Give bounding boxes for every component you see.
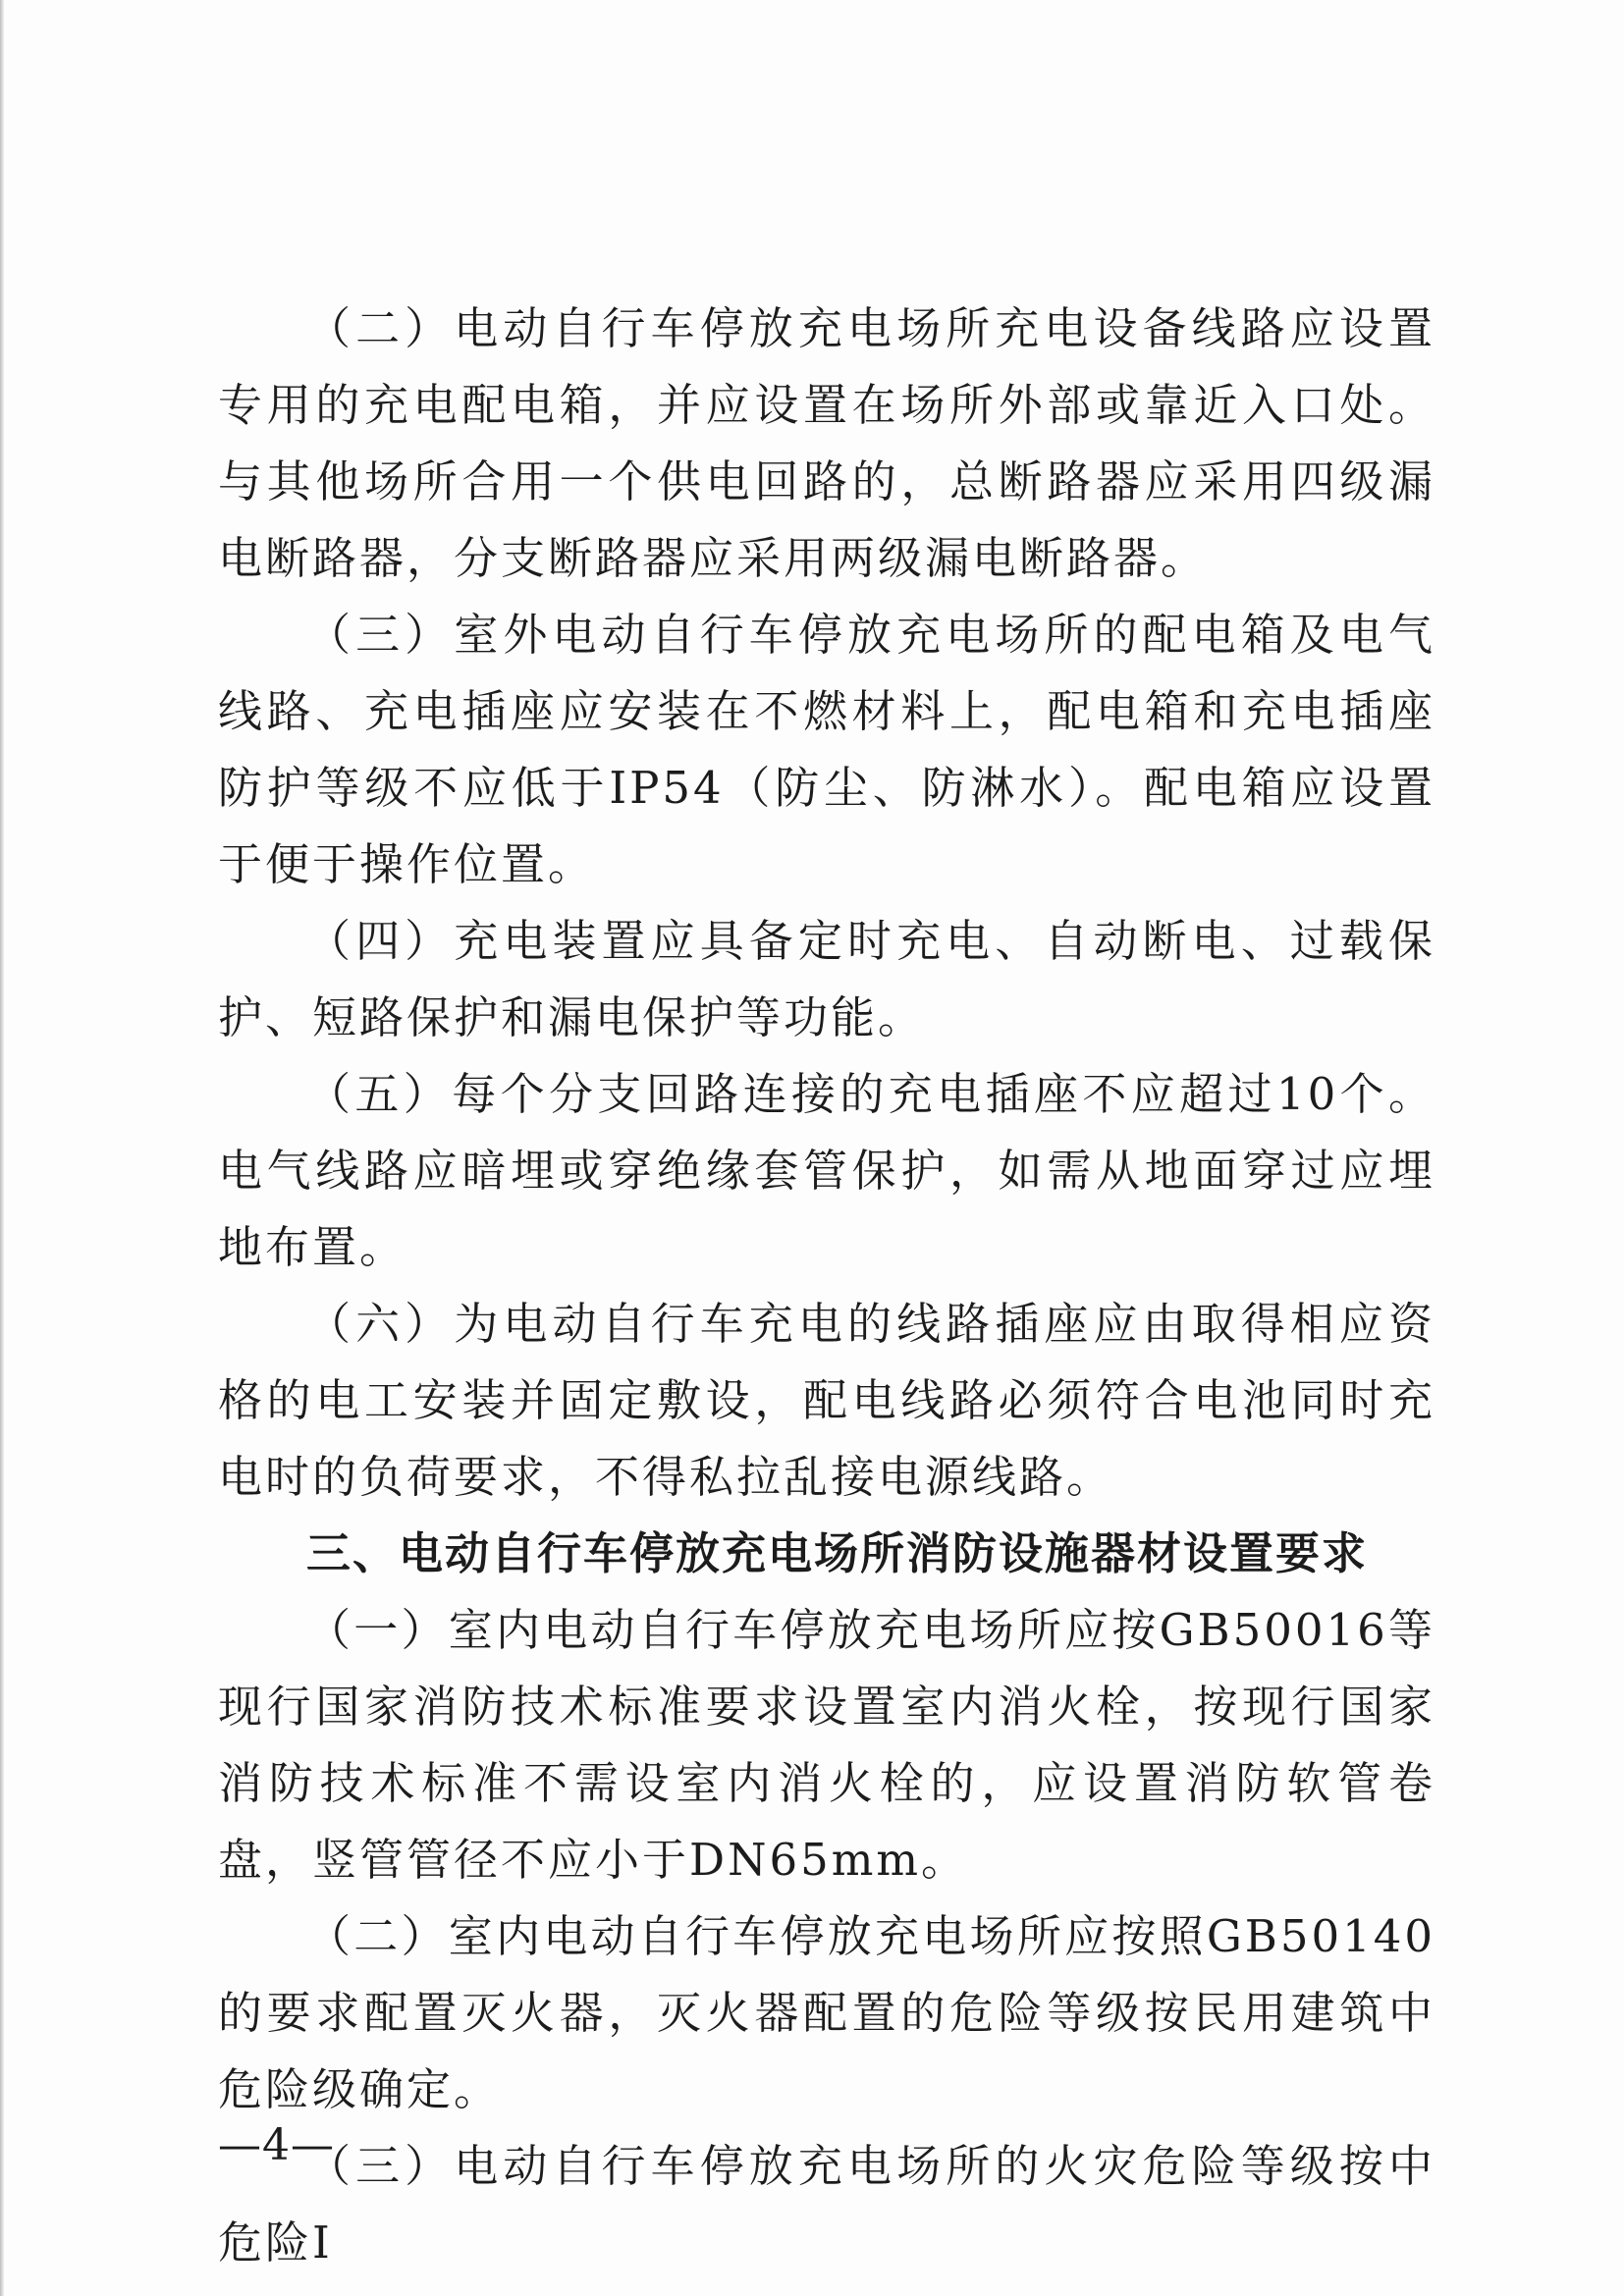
paragraph-3-2: （二）室内电动自行车停放充电场所应按照GB50140的要求配置灭火器，灭火器配置的危险等级按民用建筑中危险级确定。: [218, 1910, 1435, 2115]
document-body: [218, 291, 1435, 2281]
paragraph-3-1: （一）室内电动自行车停放充电场所应按GB50016等现行国家消防技术标准要求设置室内消火栓，按现行国家消防技术标准不需设室内消火栓的，应设置消防软管卷盘，竖管管径不应小于DN65mm。: [218, 1604, 1435, 1886]
paragraph-2-6: （六）为电动自行车充电的线路插座应由取得相应资格的电工安装并固定敷设，配电线路必须符合电池同时充电时的负荷要求，不得私拉乱接电源线路。: [218, 1298, 1435, 1503]
paragraph-2-3: （三）室外电动自行车停放充电场所的配电箱及电气线路、充电插座应安装在不燃材料上，配电箱和充电插座防护等级不应低于IP54（防尘、防淋水）。配电箱应设置于便于操作位置。: [218, 609, 1435, 890]
paragraph-2-4: （四）充电装置应具备定时充电、自动断电、过载保护、短路保护和漏电保护等功能。: [218, 915, 1435, 1043]
section-3-heading: 三、电动自行车停放充电场所消防设施器材设置要求: [306, 1527, 1369, 1579]
paragraph-2-2: （二）电动自行车停放充电场所充电设备线路应设置专用的充电配电箱，并应设置在场所外部或靠近入口处。与其他场所合用一个供电回路的，总断路器应采用四级漏电断路器，分支断路器应采用两级漏电断路器。: [218, 302, 1435, 584]
page-number: —4—: [218, 2120, 335, 2170]
scan-edge-shadow: [0, 0, 4, 2296]
paragraph-3-3: （三）电动自行车停放充电场所的火灾危险等级按中危险I: [218, 2140, 1435, 2269]
paragraph-2-5: （五）每个分支回路连接的充电插座不应超过10个。电气线路应暗埋或穿绝缘套管保护，如需从地面穿过应埋地布置。: [218, 1068, 1435, 1273]
